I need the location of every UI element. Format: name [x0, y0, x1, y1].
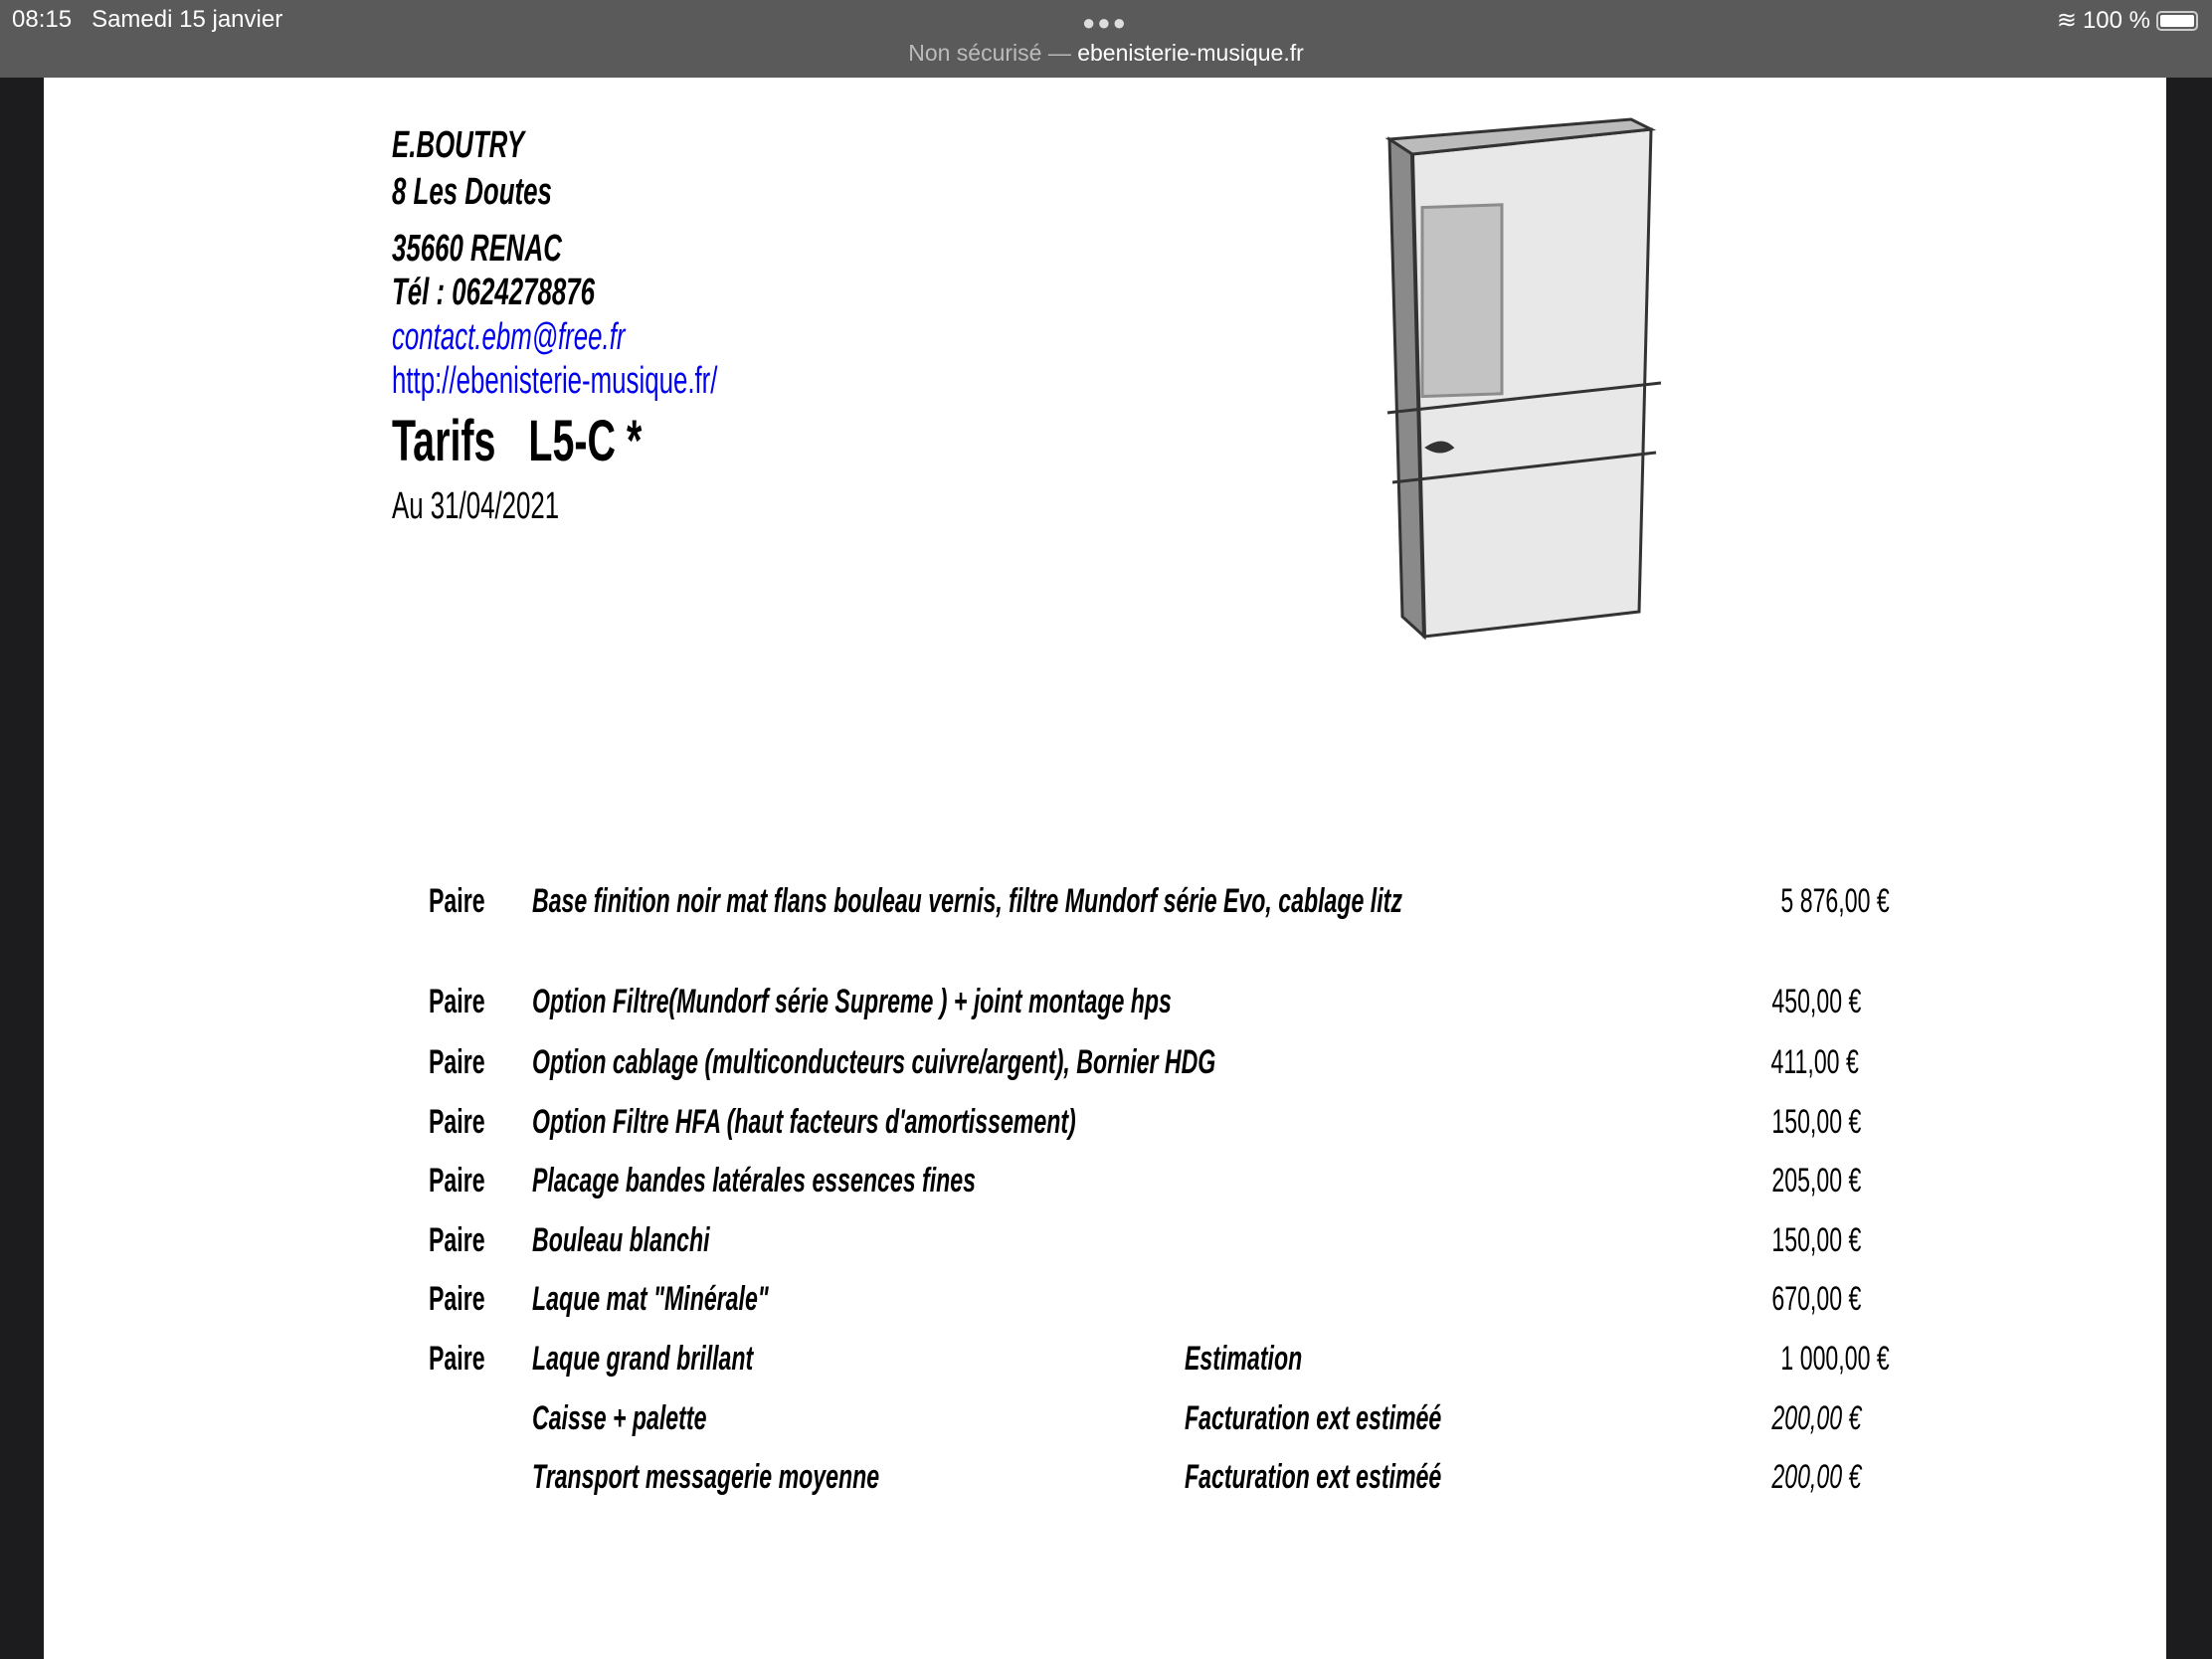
- price-row: Caisse + palette Facturation ext estiméé 200,00 €: [532, 1399, 1862, 1437]
- price-row: Paire Option cablage (multiconducteurs cuivre/argent), Bornier HDG 411,00 €: [429, 1043, 1859, 1081]
- city-address: 35660 RENAC: [392, 228, 562, 270]
- battery-icon: [2156, 11, 2198, 31]
- wifi-icon: ≋: [2056, 7, 2077, 34]
- browser-status-bar: [0, 0, 2212, 78]
- phone: Tél : 0624278876: [392, 272, 596, 313]
- price-row: Paire Placage bandes latérales essences fines 205,00 €: [429, 1162, 1862, 1199]
- price-date: Au 31/04/2021: [392, 485, 560, 527]
- street-address: 8 Les Doutes: [392, 171, 552, 213]
- website-link[interactable]: http://ebenisterie-musique.fr/: [392, 360, 718, 402]
- speaker-cabinet-sketch: [1382, 114, 1671, 651]
- address-bar[interactable]: Non sécurisé — ebenisterie-musique.fr: [908, 40, 1304, 66]
- clock: 08:15 Samedi 15 janvier: [12, 6, 283, 33]
- price-row: Paire Bouleau blanchi 150,00 €: [429, 1221, 1862, 1259]
- price-row: Paire Option Filtre(Mundorf série Supreme ) + joint montage hps 450,00 €: [429, 983, 1862, 1020]
- price-row: Paire Laque mat "Minérale" 670,00 €: [429, 1280, 1862, 1318]
- more-dots-icon[interactable]: ●●●: [1082, 10, 1128, 35]
- system-status: ≋ 100 %: [2057, 6, 2198, 35]
- page-title: Tarifs L5-C *: [392, 409, 643, 473]
- company-name: E.BOUTRY: [392, 124, 525, 166]
- price-row: Paire Option Filtre HFA (haut facteurs d'amortissement) 150,00 €: [429, 1103, 1862, 1141]
- price-row: Transport messagerie moyenne Facturation ext estiméé 200,00 €: [532, 1458, 1862, 1496]
- email-link[interactable]: contact.ebm@free.fr: [392, 316, 626, 358]
- price-row: Paire Laque grand brillant Estimation 1 000,00 €: [429, 1340, 1890, 1378]
- price-row: Paire Base finition noir mat flans bouleau vernis, filtre Mundorf série Evo, cablage litz 5 876,00 €: [429, 882, 1890, 920]
